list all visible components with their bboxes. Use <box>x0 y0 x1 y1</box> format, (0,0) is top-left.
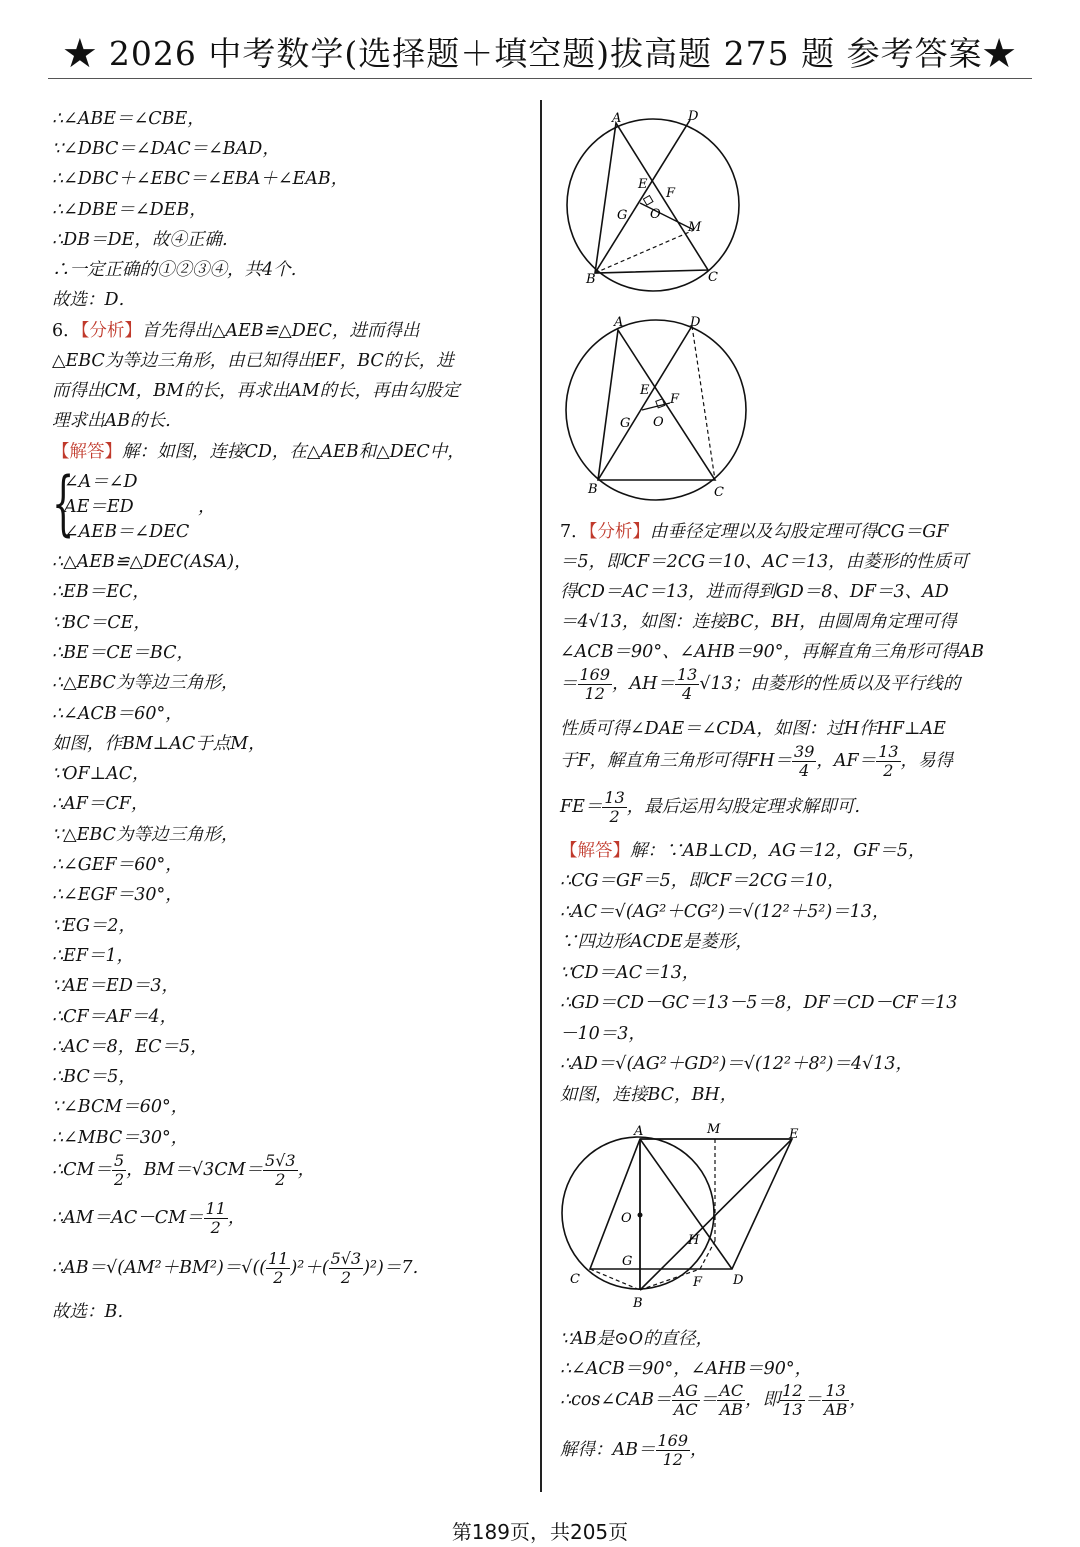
label: B <box>586 272 596 287</box>
ab-line <box>52 1250 430 1287</box>
fraction <box>656 1432 691 1469</box>
solution-step: ∵△EBC为等边三角形， <box>52 824 239 845</box>
numerator: 13 <box>604 788 625 807</box>
denominator: 4 <box>799 761 810 780</box>
expr-text: ， <box>227 1208 246 1228</box>
text-line: ∴∠ABE＝∠CBE， <box>52 109 205 129</box>
question-number: 6． <box>52 321 81 341</box>
system-brace: { <box>52 462 75 544</box>
text-line: ∴∠ACB＝90°，∠AHB＝90°， <box>560 1359 813 1379</box>
fraction <box>675 666 699 703</box>
solution-step: ∴∠GEF＝60°， <box>52 855 183 875</box>
expr-text: ，BM＝√3CM＝ <box>126 1160 264 1180</box>
analysis-frac-line <box>560 789 872 826</box>
numerator: 5 <box>113 1151 125 1170</box>
label: M <box>688 220 702 235</box>
label: O <box>653 415 664 430</box>
denominator: 2 <box>113 1170 125 1189</box>
solution-step: ∴∠EGF＝30°， <box>52 885 183 906</box>
denominator: 2 <box>273 1268 284 1287</box>
expr-text: ＝ <box>804 1390 823 1410</box>
fraction <box>672 1382 700 1419</box>
solution-head <box>52 438 465 463</box>
numerator: 169 <box>579 665 611 684</box>
text-line: ∴DB＝DE，故④正确． <box>52 230 240 250</box>
numerator: 11 <box>205 1199 226 1218</box>
analysis-tag: 【分析】 <box>588 522 650 542</box>
expr-text: ∴cos∠CAB＝ <box>560 1390 672 1410</box>
numerator: AC <box>719 1381 744 1400</box>
label: D <box>688 109 699 124</box>
label: C <box>570 1272 580 1287</box>
label: F <box>666 186 676 201</box>
denominator: 2 <box>340 1268 352 1287</box>
label: O <box>650 207 661 222</box>
denominator: 12 <box>662 1450 683 1469</box>
fraction <box>792 743 816 780</box>
denominator: 12 <box>584 684 605 703</box>
expr-text: √13；由菱形的性质以及平行线的 <box>699 674 961 694</box>
system-eq: ∠AEB＝∠DEC <box>64 522 190 542</box>
system-tail: ， <box>198 497 216 517</box>
numerator: 39 <box>794 742 815 761</box>
label: D <box>733 1273 744 1288</box>
expr-text: ∴CM＝ <box>52 1160 112 1180</box>
label: H <box>688 1233 700 1248</box>
solution-step: 如图，连接BC，BH， <box>560 1084 738 1105</box>
figure-3 <box>560 1115 810 1315</box>
denominator: 2 <box>609 807 620 826</box>
expr-text: ，AH＝ <box>612 674 675 694</box>
solution-step: ∴EF＝1， <box>52 945 135 966</box>
fraction <box>578 666 613 703</box>
numerator: 12 <box>782 1381 803 1400</box>
label: B <box>588 482 598 497</box>
expr-text: 于F，解直角三角形可得FH＝ <box>560 751 793 771</box>
analysis-text: 首先得出△AEB≌△DEC，进而得出 <box>141 321 420 341</box>
solution-step: ∵CD＝AC＝13， <box>560 962 700 983</box>
solution-step: ∵∠BCM＝60°， <box>52 1097 189 1118</box>
expr-text: 解得：AB＝ <box>560 1440 656 1460</box>
label: F <box>693 1275 703 1290</box>
analysis-frac-line <box>560 666 960 703</box>
solution-step: ∴AC＝√(AG²＋CG²)＝√(12²＋5²)＝13， <box>560 901 890 922</box>
denominator: 4 <box>682 684 693 703</box>
system-eq: ∠A＝∠D <box>64 472 138 492</box>
analysis-text: 而得出CM，BM的长，再求出AM的长，再由勾股定 <box>52 381 460 401</box>
text-line: ∵∠DBC＝∠DAC＝∠BAD， <box>52 139 280 159</box>
text-line: ∴∠DBC＋∠EBC＝∠EBA＋∠EAB， <box>52 169 349 189</box>
analysis-text: 由垂径定理以及勾股定理可得CG＝GF <box>649 522 949 542</box>
fraction <box>266 1250 290 1287</box>
solution-step: ∴CG＝GF＝5，即CF＝2CG＝10， <box>560 871 845 891</box>
numerator: 169 <box>657 1431 689 1450</box>
expr-text: ，最后运用勾股定理求解即可． <box>626 797 872 817</box>
numerator: 13 <box>822 1382 849 1401</box>
am-line <box>52 1200 245 1237</box>
analysis-text: ＝5，即CF＝2CG＝10、AC＝13，由菱形的性质可 <box>560 552 969 572</box>
solution-step: ∴△EBC为等边三角形， <box>52 673 239 694</box>
analysis-text: 性质可得∠DAE＝∠CDA，如图：过H作HF⊥AE <box>560 719 946 739</box>
question-7-analysis-head <box>560 518 948 543</box>
numerator: 13 <box>878 742 899 761</box>
label: C <box>708 270 718 285</box>
label: M <box>707 1122 721 1137</box>
label: G <box>617 208 628 223</box>
fraction <box>780 1382 804 1419</box>
label: D <box>690 315 701 330</box>
label: A <box>614 315 624 330</box>
label: G <box>620 416 631 431</box>
expr-text: ∴AM＝AC－CM＝ <box>52 1208 204 1228</box>
solution-step: －10＝3， <box>560 1023 646 1044</box>
header-divider <box>48 78 1032 79</box>
numerator: 5√3 <box>330 1249 362 1268</box>
solution-step: 如图，作BM⊥AC于点M， <box>52 733 266 754</box>
label: G <box>622 1254 633 1269</box>
solution-intro: 解：如图，连接CD，在△AEB和△DEC中， <box>122 442 465 462</box>
label: F <box>670 392 680 407</box>
page-footer: 第189页，共205页 <box>451 1520 629 1544</box>
solution-step: ∴∠ACB＝60°， <box>52 703 183 724</box>
text-line: ∵AB是⊙O的直径， <box>560 1329 714 1349</box>
expr-text: ，即 <box>745 1390 781 1410</box>
analysis-text: △EBC为等边三角形，由已知得出EF，BC的长，进 <box>52 351 454 371</box>
cos-line <box>560 1382 867 1419</box>
denominator: 2 <box>883 761 894 780</box>
question-6-analysis-head <box>52 317 419 342</box>
fraction <box>112 1152 126 1189</box>
fraction <box>876 743 900 780</box>
fraction <box>717 1382 745 1419</box>
solution-step: ∵AE＝ED＝3， <box>52 976 179 997</box>
denominator: 13 <box>782 1400 803 1419</box>
analysis-tag: 【分析】 <box>80 321 142 341</box>
fraction <box>263 1152 298 1189</box>
analysis-frac-line <box>560 743 953 780</box>
analysis-text: ∠ACB＝90°、∠AHB＝90°，再解直角三角形可得AB <box>560 642 985 662</box>
expr-text: ∴AB＝√(AM²＋BM²)＝√(( <box>52 1258 267 1278</box>
label: A <box>634 1124 644 1139</box>
solution-step: ∵EG＝2， <box>52 915 137 936</box>
expr-text: ， <box>297 1160 316 1180</box>
solution-step: ∴GD＝CD－GC＝13－5＝8，DF＝CD－CF＝13 <box>560 993 958 1013</box>
denominator: 2 <box>210 1218 221 1237</box>
solution-step: ∴BE＝CE＝BC， <box>52 642 195 663</box>
text-line: 故选：D． <box>52 290 137 310</box>
system-eq: AE＝ED <box>64 497 134 517</box>
solution-step: ∵四边形ACDE是菱形， <box>560 932 753 952</box>
analysis-text: 理求出AB的长． <box>52 411 183 431</box>
figure-1 <box>560 105 750 295</box>
solve-line <box>560 1432 708 1469</box>
numerator: AG <box>673 1381 698 1400</box>
figure-2 <box>560 310 760 505</box>
label: E <box>789 1127 799 1142</box>
expr-text: ，AF＝ <box>816 751 877 771</box>
expr-text: FE＝ <box>560 797 603 817</box>
fraction <box>602 789 626 826</box>
solution-step: ∴∠MBC＝30°， <box>52 1127 189 1148</box>
analysis-text: ＝4√13，如图：连接BC，BH，由圆周角定理可得 <box>560 612 957 632</box>
expr-text: )²)＝7． <box>363 1258 431 1278</box>
expr-text: ， <box>690 1440 708 1460</box>
expr-text: ＝ <box>560 674 578 694</box>
denominator: AC <box>673 1400 698 1419</box>
solution-text: 解：∵AB⊥CD，AG＝12，GF＝5， <box>630 841 926 861</box>
solution-step: ∴△AEB≌△DEC(ASA)， <box>52 552 252 572</box>
solution-step: ∵OF⊥AC， <box>52 764 150 785</box>
solution-step: ∴AD＝√(AG²＋GD²)＝√(12²＋8²)＝4√13， <box>560 1054 914 1074</box>
solution-tag: 【解答】 <box>560 841 630 861</box>
fraction <box>204 1200 228 1237</box>
text-line: ∴一定正确的①②③④，共4个． <box>52 260 309 280</box>
solution-step: ∴EB＝EC， <box>52 582 150 603</box>
cm-line <box>52 1152 315 1189</box>
solution-step: ∴CF＝AF＝4， <box>52 1006 178 1027</box>
denominator: 2 <box>275 1170 286 1189</box>
label: A <box>612 111 622 126</box>
question-number: 7． <box>560 522 589 542</box>
expr-text: ，易得 <box>900 751 954 771</box>
numerator: 13 <box>676 665 698 684</box>
expr-text: ， <box>849 1390 867 1410</box>
solution-step: ∵BC＝CE， <box>52 612 151 633</box>
label: C <box>714 485 724 500</box>
solution-step: ∴AC＝8，EC＝5， <box>52 1036 208 1057</box>
label: B <box>633 1296 643 1311</box>
numerator: 11 <box>268 1249 289 1268</box>
text-line: ∴∠DBE＝∠DEB， <box>52 200 207 220</box>
label: O <box>621 1211 632 1226</box>
page-header: ★ 2026 中考数学(选择题＋填空题)拔高题 275 题 参考答案★ <box>63 34 1017 73</box>
fraction <box>329 1250 364 1287</box>
solution-tag: 【解答】 <box>52 442 122 462</box>
label: E <box>640 383 650 398</box>
solution-step: ∴BC＝5， <box>52 1067 136 1088</box>
final-answer: 故选：B． <box>52 1302 135 1322</box>
numerator: 5√3 <box>265 1151 296 1170</box>
analysis-text: 得CD＝AC＝13，进而得到GD＝8、DF＝3、AD <box>560 582 949 602</box>
label: E <box>638 177 648 192</box>
expr-text: ＝ <box>699 1390 718 1410</box>
denominator: AB <box>719 1400 743 1419</box>
denominator: AB <box>824 1400 848 1419</box>
column-divider <box>540 100 542 1492</box>
solution-head <box>560 837 926 862</box>
solution-step: ∴AF＝CF， <box>52 794 149 815</box>
expr-text: )²＋( <box>290 1258 329 1278</box>
fraction <box>822 1382 849 1419</box>
